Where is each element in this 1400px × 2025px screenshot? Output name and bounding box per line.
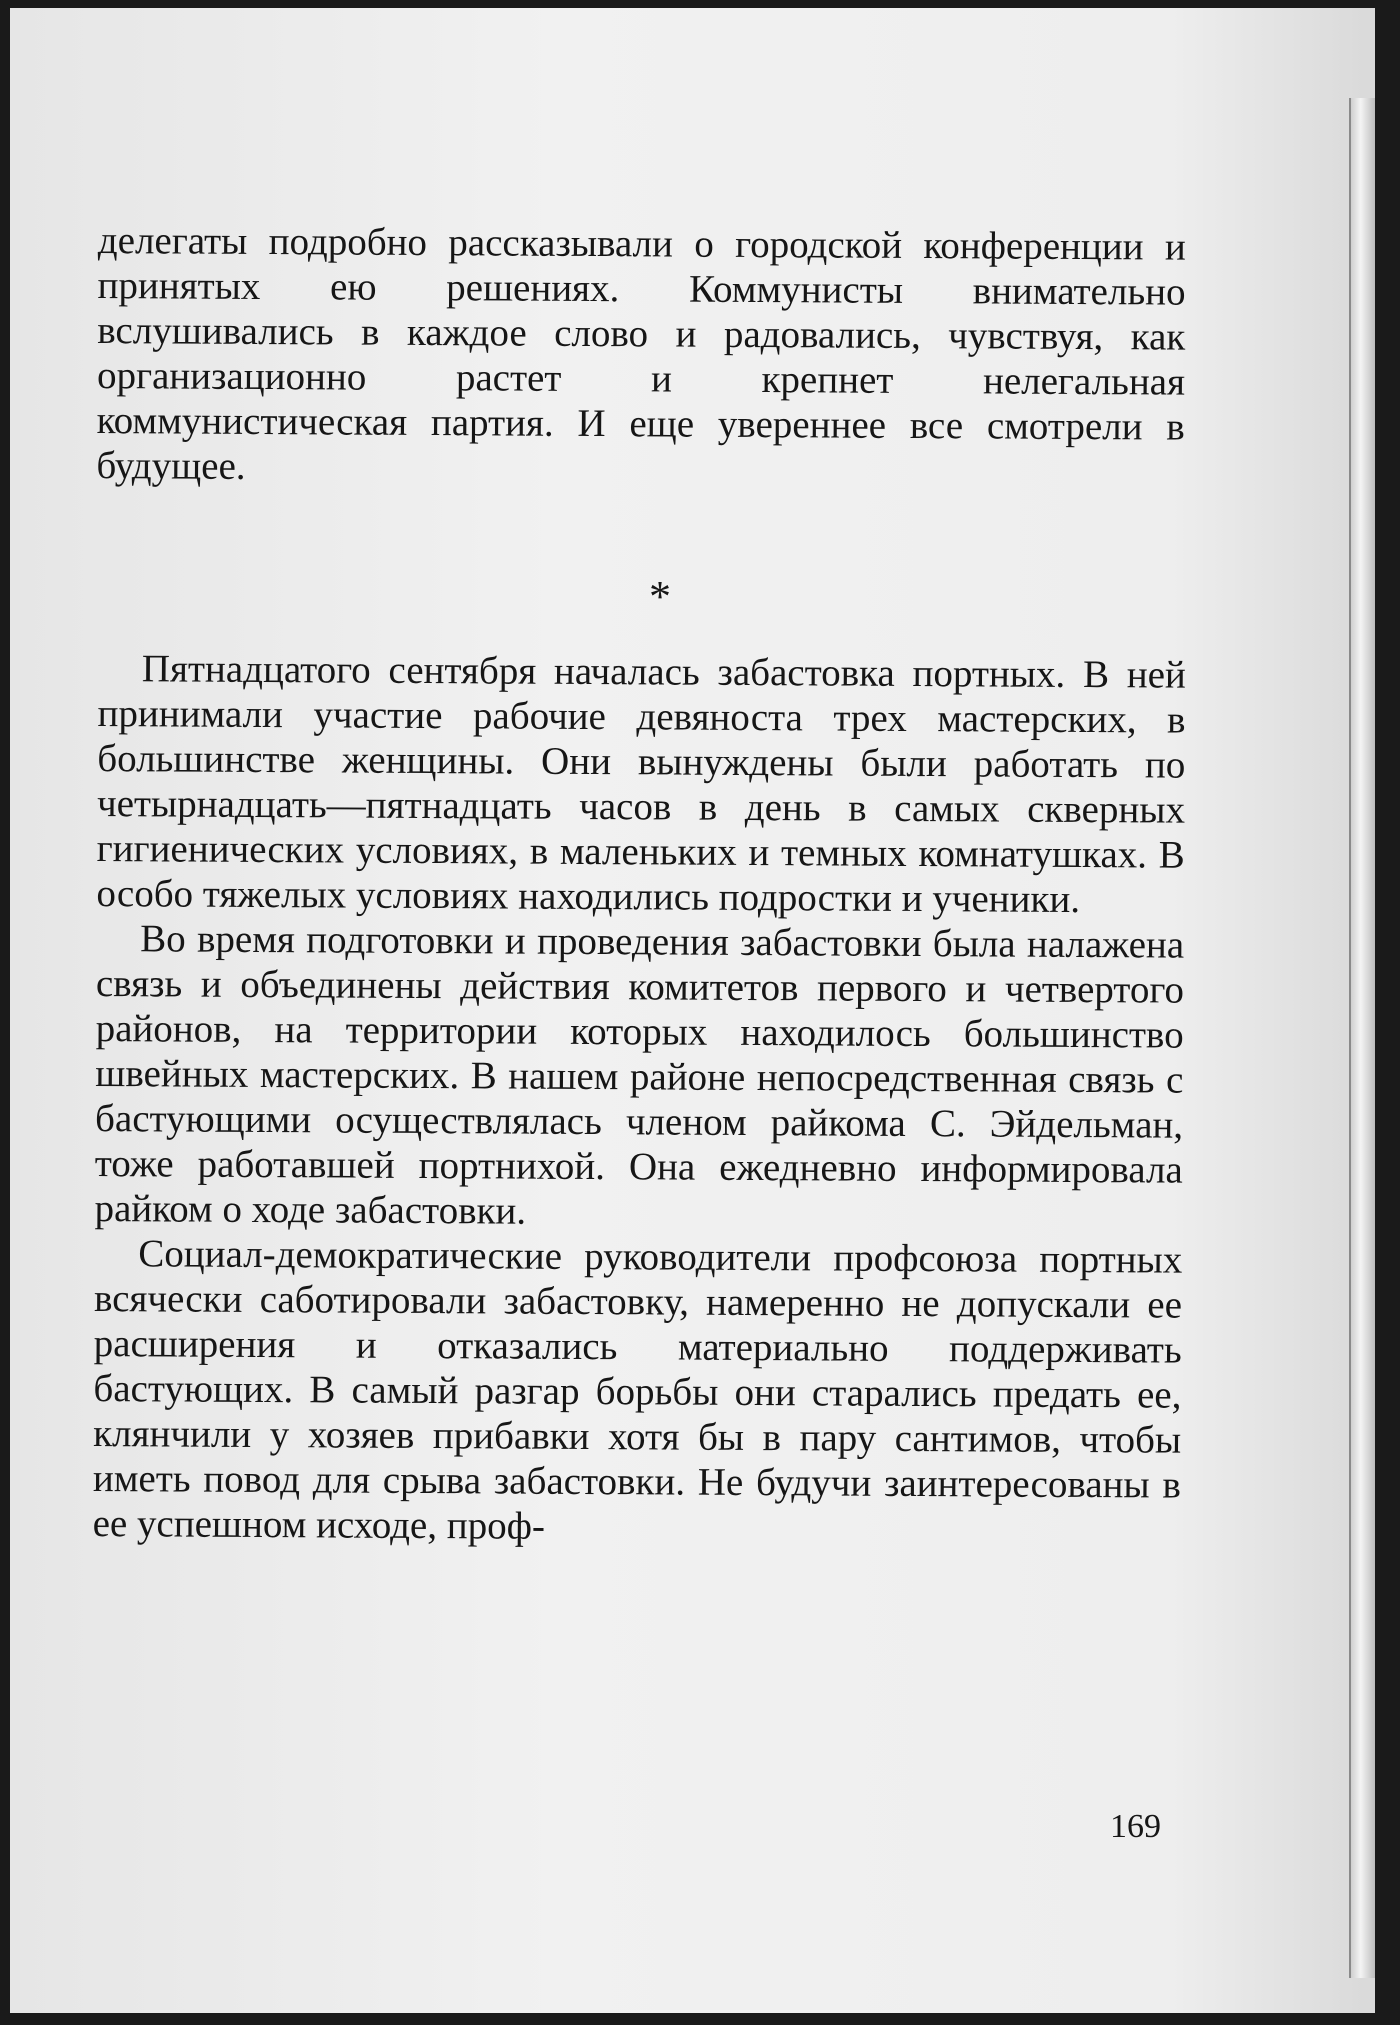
text-block-top — [96, 218, 1186, 495]
text-block-main — [93, 646, 1186, 1553]
page-edge — [1349, 98, 1375, 1978]
paragraph-strike-start: Пятнадцатого сентября началась забастовка портных. В ней принимали участие рабочие девяноста трех мастерских, в большинстве женщины. Они вынуждены были работать по четырнадцать—пятнадцать часов в день в самых скверных гигиенических условиях, в маленьких и темных комнатушках. В особо тяжелых условиях находились подростки и ученики. — [96, 647, 1186, 922]
paragraph-continuation: делегаты подробно рассказывали о городской конференции и принятых ею решениях. Коммунисты внимательно вслушивались в каждое слово и радовались, чувствуя, как организационно растет и крепнет нелегальная коммунистическая партия. И еще увереннее все смотрели в будущее. — [96, 218, 1186, 488]
paragraph-strike-coordination: Во время подготовки и проведения забастовки была налажена связь и объединены действия комитетов первого и четвертого районов, на территории которых находилось большинство швейных мастерских. В нашем районе непосредственная связь с бастующими осуществлялась членом райкома С. Эйдельман, тоже работавшей портнихой. Она ежедневно информировала райком о ходе забастовки. — [94, 917, 1185, 1233]
page-number: 169 — [1110, 1808, 1161, 1845]
book-page — [10, 8, 1375, 2013]
section-separator: * — [649, 572, 671, 621]
paragraph-social-democrats: Социал-демократические руководители профсоюза портных всячески саботировали забастовку, намеренно не допускали ее расширения и отказались материально поддерживать бастующих. В самый разгар борьбы они старались предать ее, клянчили у хозяев прибавки хотя бы в пару сантимов, чтобы иметь повод для срыва забастовки. Не будучи заинтересованы в ее успешном исходе, проф- — [92, 1232, 1183, 1548]
